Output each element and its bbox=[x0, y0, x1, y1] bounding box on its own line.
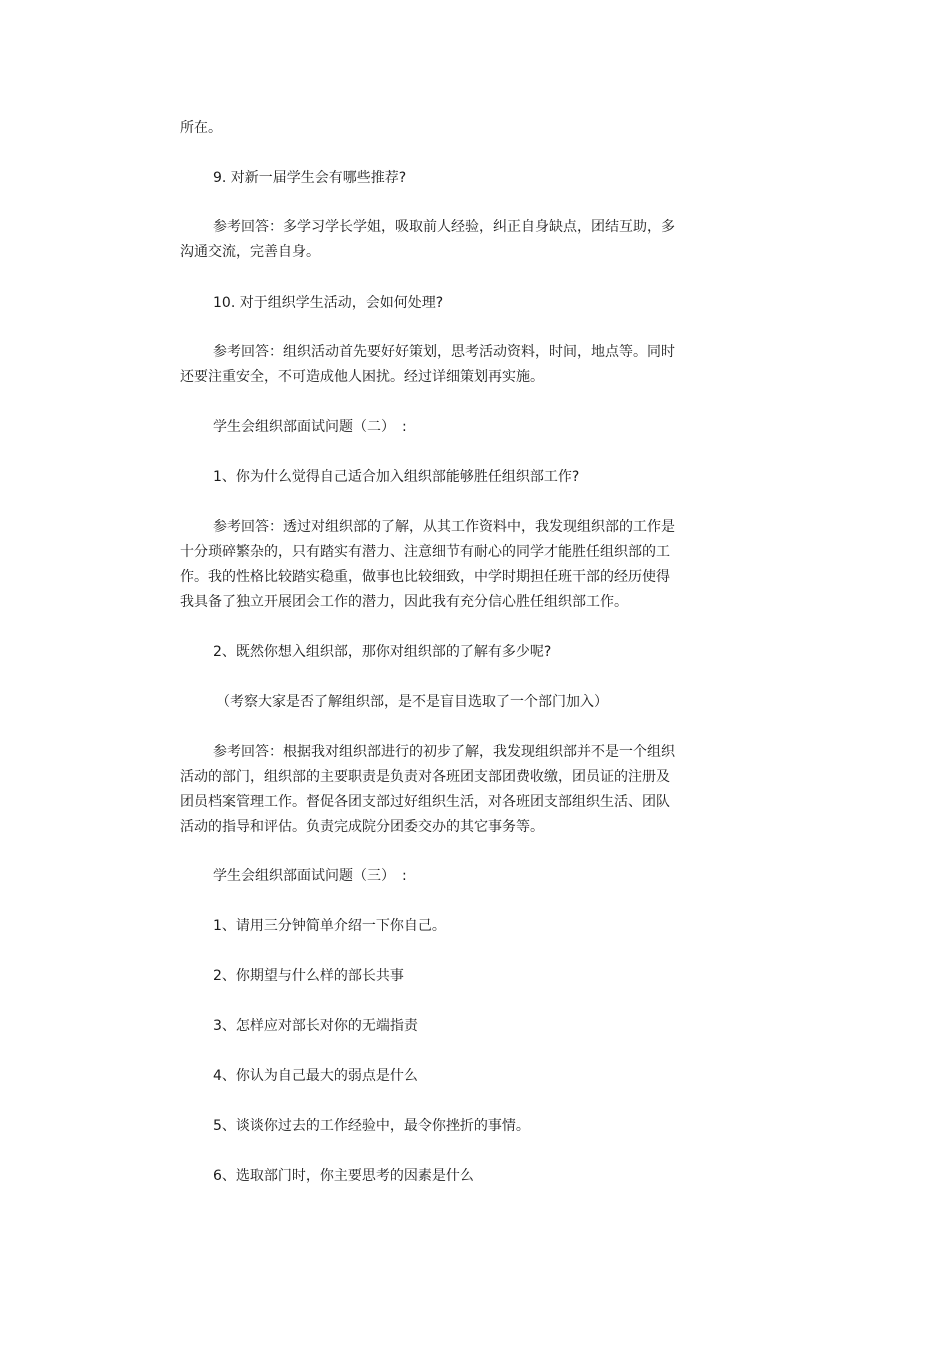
paragraph-continuation bbox=[180, 116, 715, 141]
section3-question-5 bbox=[180, 1114, 715, 1139]
text-line: 十分琐碎繁杂的，只有踏实有潜力、注意细节有耐心的同学才能胜任组织部的工 bbox=[180, 544, 670, 560]
text-line: 活动的部门，组织部的主要职责是负责对各班团支部团费收缴，团员证的注册及 bbox=[180, 769, 670, 785]
section3-question-2 bbox=[180, 964, 715, 989]
text-line: 1、你为什么觉得自己适合加入组织部能够胜任组织部工作? bbox=[213, 469, 580, 485]
text-line: 活动的指导和评估。负责完成院分团委交办的其它事务等。 bbox=[180, 819, 544, 835]
text-line: 参考回答：组织活动首先要好好策划，思考活动资料，时间，地点等。同时 bbox=[213, 344, 675, 360]
text-line: 参考回答：根据我对组织部进行的初步了解，我发现组织部并不是一个组织 bbox=[213, 744, 675, 760]
text-line: 学生会组织部面试问题（三） : bbox=[213, 868, 407, 884]
section2-answer-1 bbox=[180, 515, 715, 615]
section3-question-4 bbox=[180, 1064, 715, 1089]
question-10 bbox=[180, 291, 715, 316]
text-line: 参考回答：多学习学长学姐，吸取前人经验，纠正自身缺点，团结互助，多 bbox=[213, 219, 675, 235]
answer-10 bbox=[180, 340, 715, 390]
section3-question-1 bbox=[180, 914, 715, 939]
text-line: （考察大家是否了解组织部，是不是盲目选取了一个部门加入） bbox=[216, 694, 608, 710]
section-heading-3 bbox=[180, 864, 715, 889]
text-line: 沟通交流，完善自身。 bbox=[180, 244, 320, 260]
text-line: 9. 对新一届学生会有哪些推荐? bbox=[213, 170, 407, 186]
text-line: 10. 对于组织学生活动，会如何处理? bbox=[213, 295, 444, 311]
text-line: 6、选取部门时，你主要思考的因素是什么 bbox=[213, 1168, 474, 1184]
text-line: 3、怎样应对部长对你的无端指责 bbox=[213, 1018, 418, 1034]
question-9 bbox=[180, 166, 715, 191]
text-line: 4、你认为自己最大的弱点是什么 bbox=[213, 1068, 418, 1084]
text-line: 团员档案管理工作。督促各团支部过好组织生活，对各班团支部组织生活、团队 bbox=[180, 794, 670, 810]
section2-question-2 bbox=[180, 640, 715, 665]
text-line: 5、谈谈你过去的工作经验中，最令你挫折的事情。 bbox=[213, 1118, 530, 1134]
text-line: 2、你期望与什么样的部长共事 bbox=[213, 968, 404, 984]
section3-question-3 bbox=[180, 1014, 715, 1039]
answer-9 bbox=[180, 215, 715, 265]
section-heading-2 bbox=[180, 415, 715, 440]
section3-question-6 bbox=[180, 1164, 715, 1189]
text-line: 1、请用三分钟简单介绍一下你自己。 bbox=[213, 918, 446, 934]
text-line: 作。我的性格比较踏实稳重，做事也比较细致，中学时期担任班干部的经历使得 bbox=[180, 569, 670, 585]
text-line: 学生会组织部面试问题（二） : bbox=[213, 419, 407, 435]
section2-answer-2 bbox=[180, 740, 715, 840]
text-line: 参考回答：透过对组织部的了解，从其工作资料中，我发现组织部的工作是 bbox=[213, 519, 675, 535]
section2-question-1 bbox=[180, 465, 715, 490]
text-line: 还要注重安全，不可造成他人困扰。经过详细策划再实施。 bbox=[180, 369, 544, 385]
text-line: 我具备了独立开展团会工作的潜力，因此我有充分信心胜任组织部工作。 bbox=[180, 594, 628, 610]
text-line: 所在。 bbox=[180, 120, 222, 136]
section2-note bbox=[180, 690, 715, 715]
text-line: 2、既然你想入组织部，那你对组织部的了解有多少呢? bbox=[213, 644, 552, 660]
